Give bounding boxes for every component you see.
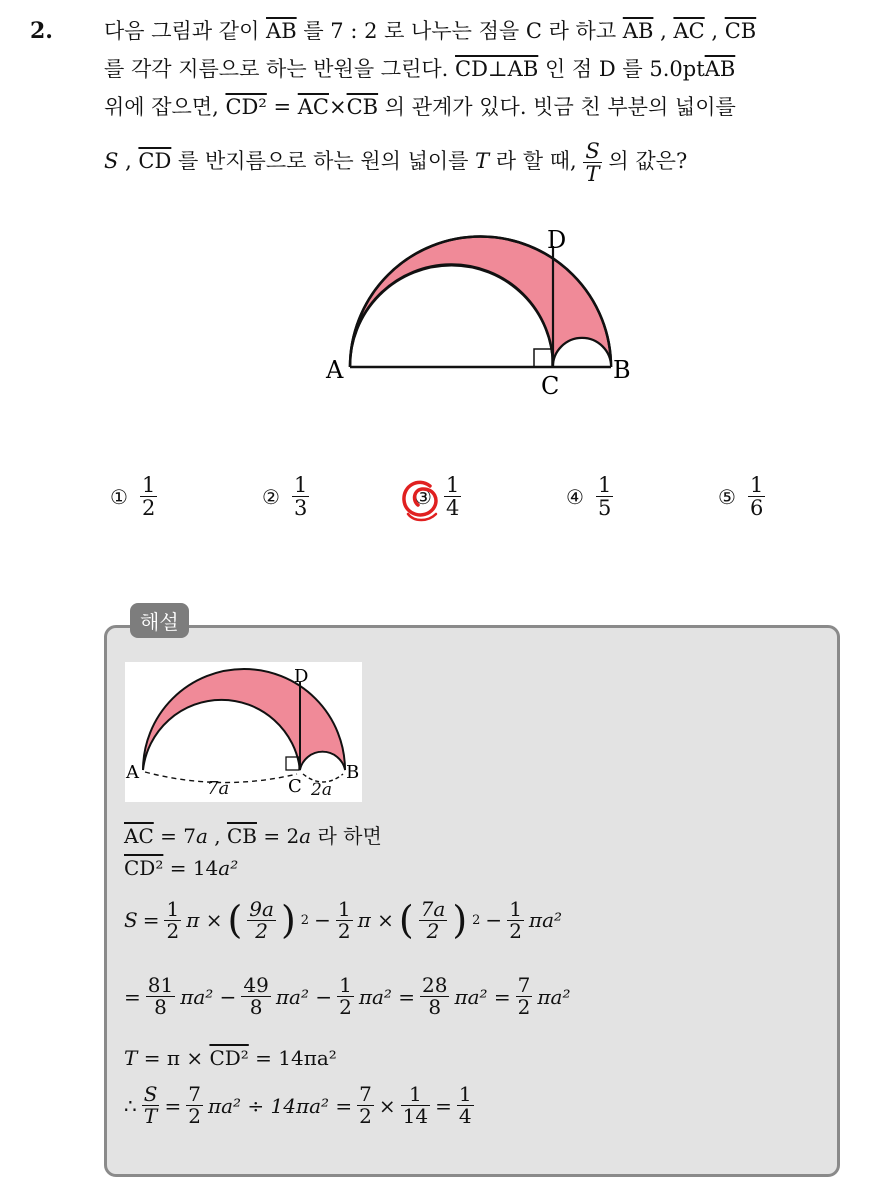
choice-2-fraction: $\frac{1}{3}$ bbox=[293, 473, 308, 521]
solution-label-a: A bbox=[126, 762, 139, 783]
choice-4-fraction: $\frac{1}{5}$ bbox=[597, 473, 612, 521]
choice-4[interactable]: ④ $\frac{1}{5}$ bbox=[566, 473, 612, 521]
problem-line-4: S , $\overline{CD}$ 를 반지름으로 하는 원의 넓이를 T 라 할 때, $\frac{S}{T}$ 의 값은? bbox=[104, 139, 688, 187]
label-b: B bbox=[613, 356, 631, 384]
segment-label-7a: 7a bbox=[207, 778, 230, 799]
problem-line-1: 다음 그림과 같이 $\overline{AB}$ 를 7 : 2 로 나누는 점을 C 라 하고 $\overline{AB}$ , $\overline{AC}$ , $\overline{CB}$ bbox=[104, 19, 757, 43]
solution-line-1: $\overline{AC} = 7a$ , $\overline{CB} = 2a$ 라 하면 bbox=[124, 824, 382, 848]
solution-line-result: ∴ $\frac{S}{T}$ = $\frac{7}{2}$ πa² ÷ 14πa² = $\frac{7}{2}$ × $\frac{1}{14}$ = $\frac{1}{4}$ bbox=[124, 1082, 472, 1128]
choice-1[interactable]: ① $\frac{1}{2}$ bbox=[110, 473, 156, 521]
solution-figure bbox=[125, 662, 362, 802]
solution-label-b: B bbox=[346, 762, 360, 783]
solution-tag: 해설 bbox=[130, 603, 189, 638]
choice-3-fraction: $\frac{1}{4}$ bbox=[445, 473, 460, 521]
semicircle-figure bbox=[320, 222, 650, 402]
choice-1-fraction: $\frac{1}{2}$ bbox=[141, 473, 156, 521]
s-over-t-fraction: $\frac{S}{T}$ bbox=[585, 139, 600, 187]
label-c: C bbox=[541, 372, 560, 400]
label-a: A bbox=[326, 356, 344, 384]
solution-line-t: T = π × CD² = 14πa² bbox=[124, 1046, 337, 1070]
choice-3[interactable]: ③ $\frac{1}{4}$ bbox=[414, 473, 460, 521]
choice-2[interactable]: ② $\frac{1}{3}$ bbox=[262, 473, 308, 521]
choice-5[interactable]: ⑤ $\frac{1}{6}$ bbox=[718, 473, 764, 521]
solution-line-s: S = $\frac{1}{2}$ π × ( $\frac{9a}{2}$ ) 2 − $\frac{1}{2}$ π × ( $\frac{7a}{2}$ ) 2 − $\frac{1}{2}$ πa² bbox=[124, 896, 563, 943]
label-d: D bbox=[547, 226, 567, 254]
solution-label-d: D bbox=[294, 666, 309, 687]
solution-line-s-expanded: = $\frac{81}{8}$ πa² − $\frac{49}{8}$ πa² − $\frac{1}{2}$ πa² = $\frac{28}{8}$ πa² = $\frac{7}{2}$ πa² bbox=[124, 973, 571, 1019]
choice-5-fraction: $\frac{1}{6}$ bbox=[749, 473, 764, 521]
segment-label-2a: 2a bbox=[311, 780, 332, 800]
answer-circle-mark bbox=[400, 478, 442, 524]
problem-number: 2. bbox=[30, 18, 53, 44]
problem-line-3: 위에 잡으면, $CD^2 = \overline{AC}\times\overline{CB}$ 의 관계가 있다. 빗금 친 부분의 넓이를 bbox=[104, 95, 736, 119]
right-angle-mark bbox=[534, 349, 552, 367]
solution-line-2: CD² = 14a² bbox=[124, 856, 239, 880]
problem-line-2: 를 각각 지름으로 하는 반원을 그린다. CD⊥AB 인 점 D 를 $5.0pt\overline{AB}$ bbox=[104, 57, 736, 81]
solution-label-c: C bbox=[288, 776, 302, 797]
